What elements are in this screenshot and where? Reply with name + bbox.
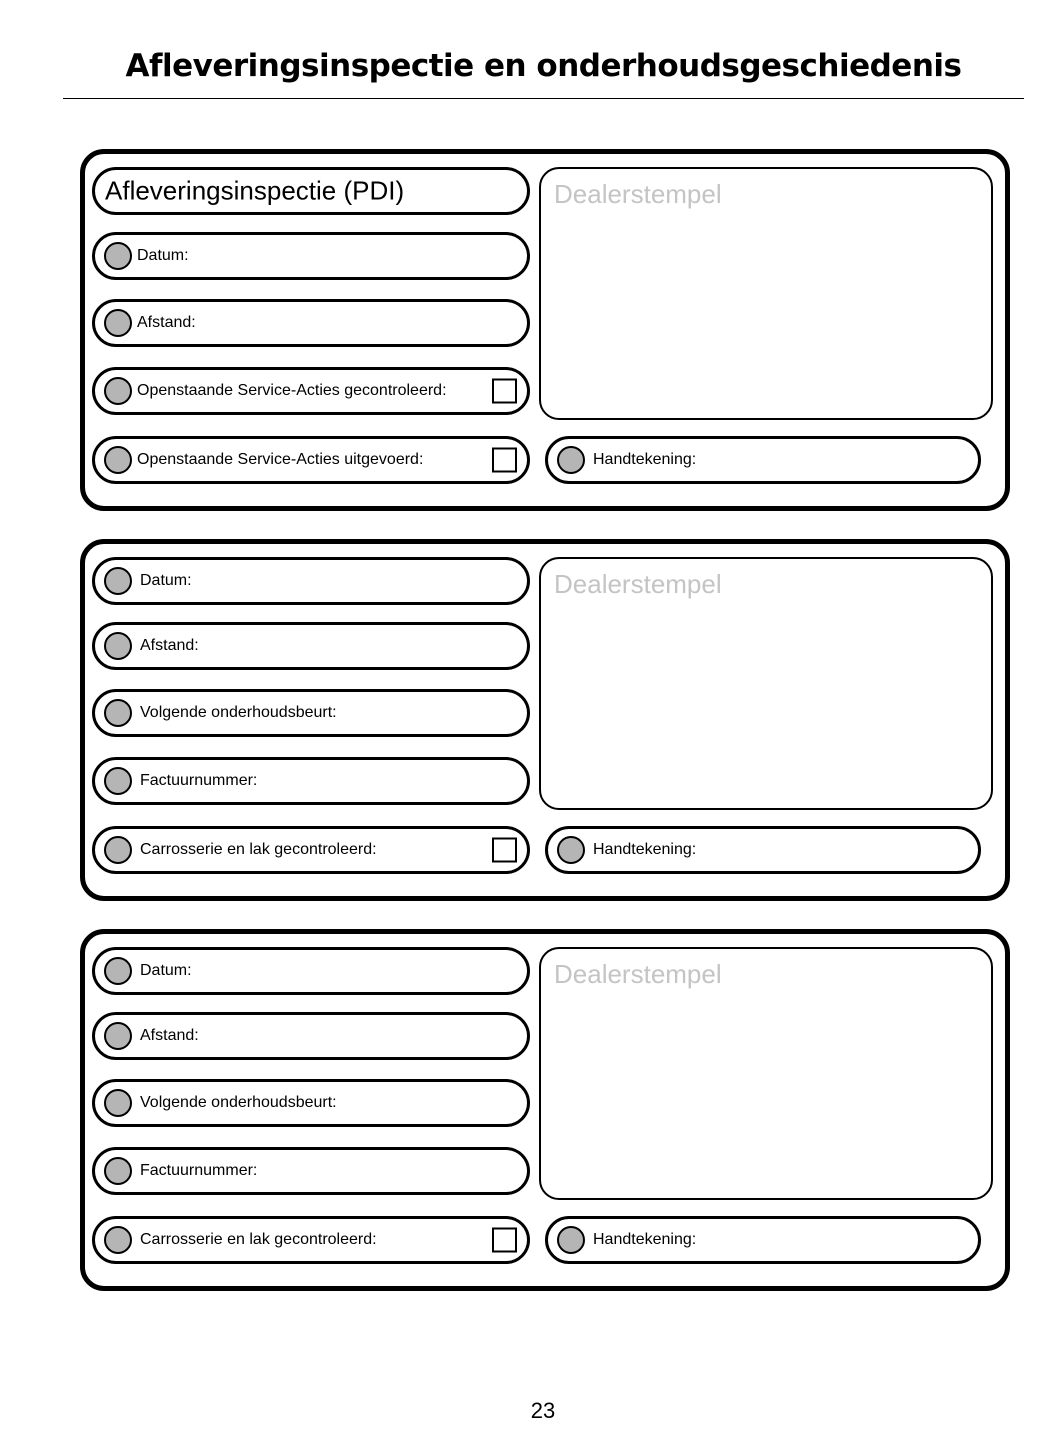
dealer-stamp-area [539, 947, 993, 1200]
service-signature-field[interactable] [545, 1216, 981, 1264]
pdi-distance-field[interactable] [92, 299, 530, 347]
field-label: Volgende onderhoudsbeurt: [140, 704, 337, 721]
invoice-number-field[interactable] [92, 757, 530, 805]
dealer-stamp-area [539, 557, 993, 810]
field-label: Openstaande Service-Acties gecontroleerd: [137, 382, 447, 399]
pdi-card [80, 149, 1010, 511]
pdi-service-actions-checked-field [92, 367, 530, 415]
field-label: Datum: [140, 962, 192, 979]
dealer-stamp-label: Dealerstempel [554, 569, 722, 599]
circle-bullet-icon [104, 446, 132, 474]
circle-bullet-icon [104, 957, 132, 985]
circle-bullet-icon [104, 1089, 132, 1117]
circle-bullet-icon [557, 1226, 585, 1254]
signature-label: Handtekening: [593, 1231, 697, 1248]
pdi-date-field[interactable] [92, 232, 530, 280]
service-distance-field[interactable] [92, 1012, 530, 1060]
field-label: Volgende onderhoudsbeurt: [140, 1094, 337, 1111]
page-title: Afleveringsinspectie en onderhoudsgeschiedenis [125, 48, 962, 84]
pdi-title: Afleveringsinspectie (PDI) [105, 175, 405, 206]
circle-bullet-icon [557, 446, 585, 474]
pdi-title-box [92, 167, 530, 215]
body-paint-checked-field [92, 826, 530, 874]
circle-bullet-icon [104, 1157, 132, 1185]
field-label: Afstand: [140, 1027, 199, 1044]
circle-bullet-icon [557, 836, 585, 864]
circle-bullet-icon [104, 632, 132, 660]
field-label: Factuurnummer: [140, 1162, 258, 1179]
page-number: 23 [530, 1398, 556, 1423]
field-label: Carrosserie en lak gecontroleerd: [140, 1231, 377, 1248]
invoice-number-field[interactable] [92, 1147, 530, 1195]
next-service-field[interactable] [92, 689, 530, 737]
field-label: Afstand: [140, 637, 199, 654]
circle-bullet-icon [104, 1226, 132, 1254]
body-paint-checked-field [92, 1216, 530, 1264]
dealer-stamp-label: Dealerstempel [554, 959, 722, 989]
service-date-field[interactable] [92, 557, 530, 605]
pdi-service-actions-done-field [92, 436, 530, 484]
field-label: Factuurnummer: [140, 772, 258, 789]
service-distance-field[interactable] [92, 622, 530, 670]
service-signature-field[interactable] [545, 826, 981, 874]
signature-label: Handtekening: [593, 841, 697, 858]
body-paint-checked-checkbox[interactable] [492, 1228, 517, 1253]
field-label: Datum: [140, 572, 192, 589]
circle-bullet-icon [104, 699, 132, 727]
dealer-stamp-label: Dealerstempel [554, 179, 722, 209]
circle-bullet-icon [104, 309, 132, 337]
circle-bullet-icon [104, 767, 132, 795]
circle-bullet-icon [104, 377, 132, 405]
body-paint-checked-checkbox[interactable] [492, 838, 517, 863]
service-actions-done-checkbox[interactable] [492, 448, 517, 473]
next-service-field[interactable] [92, 1079, 530, 1127]
title-divider [63, 98, 1024, 99]
circle-bullet-icon [104, 242, 132, 270]
dealer-stamp-area [539, 167, 993, 420]
circle-bullet-icon [104, 836, 132, 864]
field-label: Afstand: [137, 314, 196, 331]
field-label: Datum: [137, 247, 189, 264]
service-date-field[interactable] [92, 947, 530, 995]
circle-bullet-icon [104, 1022, 132, 1050]
service-actions-checked-checkbox[interactable] [492, 379, 517, 404]
circle-bullet-icon [104, 567, 132, 595]
service-record-card [80, 539, 1010, 901]
signature-label: Handtekening: [593, 451, 697, 468]
field-label: Carrosserie en lak gecontroleerd: [140, 841, 377, 858]
pdi-signature-field[interactable] [545, 436, 981, 484]
field-label: Openstaande Service-Acties uitgevoerd: [137, 451, 424, 468]
service-record-card [80, 929, 1010, 1291]
